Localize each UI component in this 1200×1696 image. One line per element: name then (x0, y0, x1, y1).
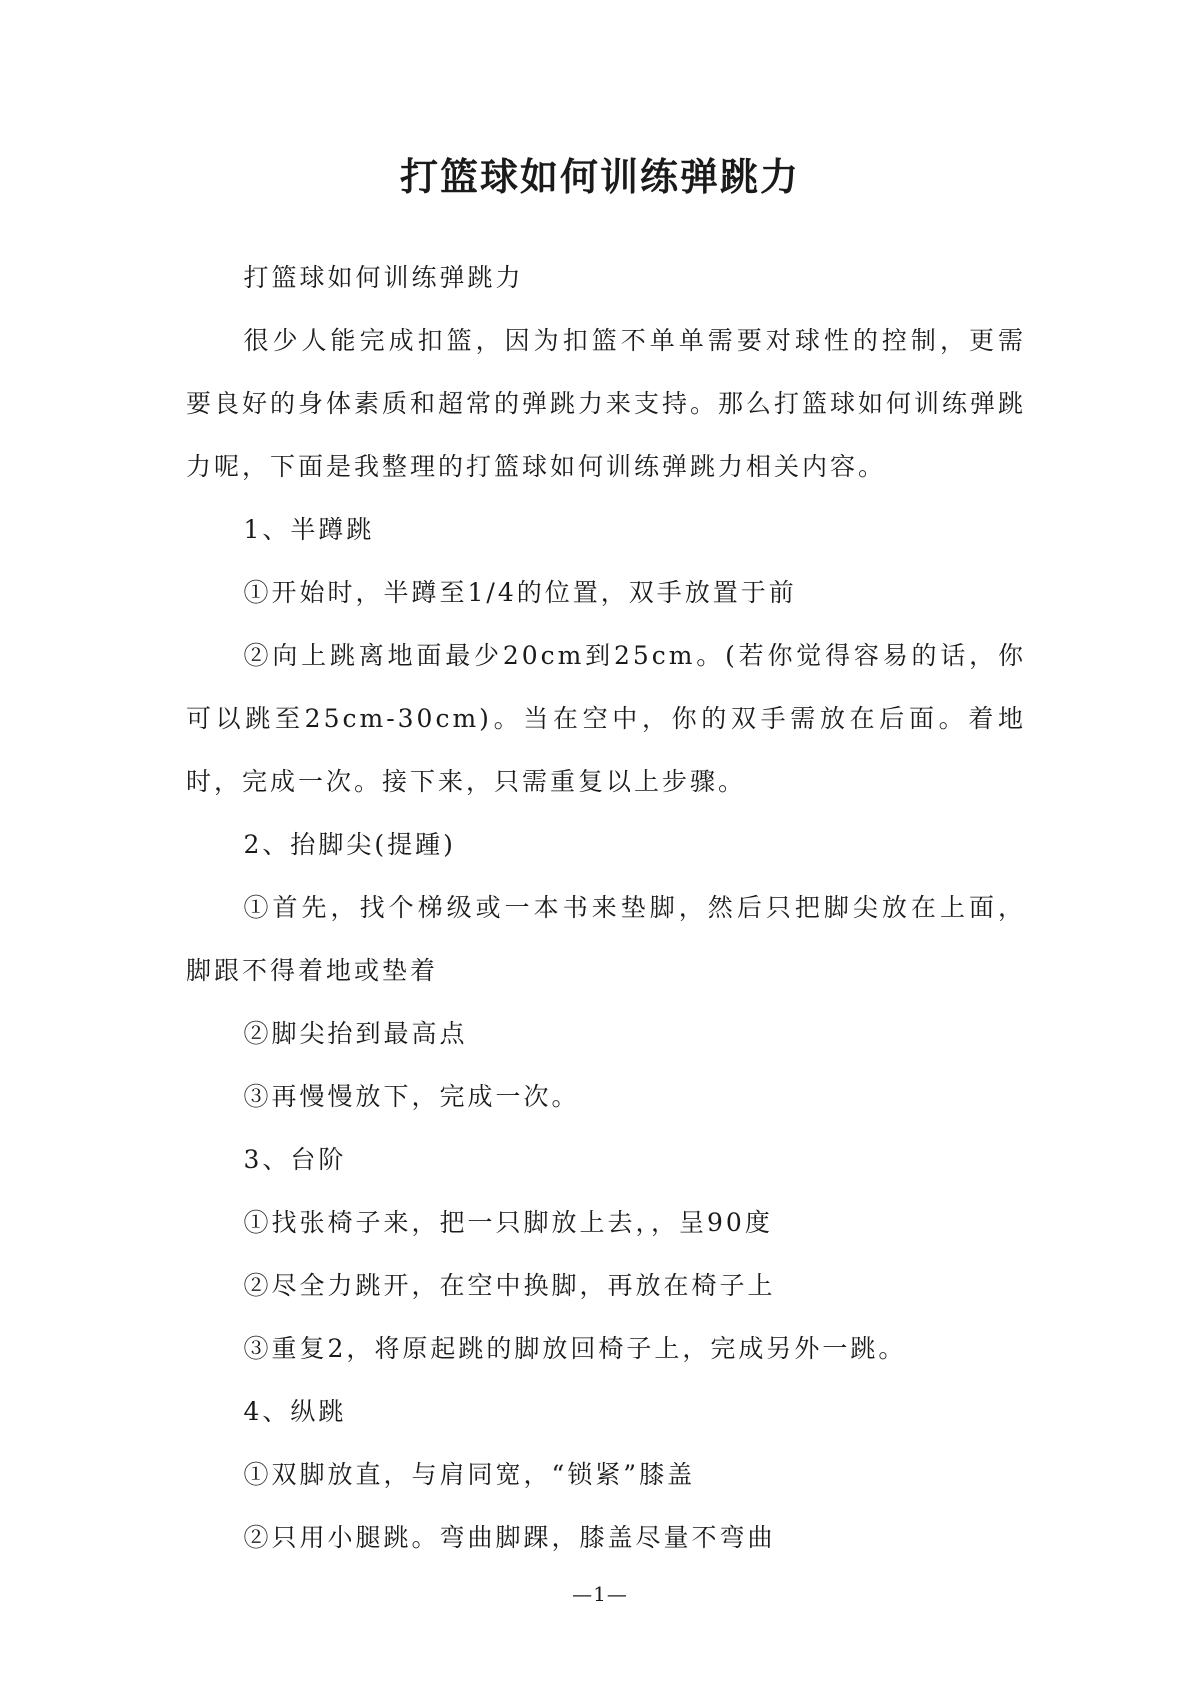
step-paragraph: ②脚尖抬到最高点 (243, 1019, 468, 1048)
section-heading-step: 3、台阶 (243, 1145, 347, 1174)
section-heading-heel-raise: 2、抬脚尖(提踵) (243, 830, 456, 859)
section-heading-vertical-jump: 4、纵跳 (243, 1397, 347, 1426)
paragraph-intro: 很少人能完成扣篮，因为扣篮不单单需要对球性的控制，更需要良好的身体素质和超常的弹跳力来支持。那么打篮球如何训练弹跳力呢，下面是我整理的打篮球如何训练弹跳力相关内容。 (186, 326, 1027, 481)
document-title: 打篮球如何训练弹跳力 (399, 154, 800, 199)
step-paragraph: ①开始时，半蹲至1/4的位置，双手放置于前 (243, 578, 797, 607)
page-number: —1— (572, 1582, 628, 1606)
section-heading-half-squat-jump: 1、半蹲跳 (243, 515, 375, 544)
step-paragraph: ①找张椅子来，把一只脚放上去，，呈90度 (243, 1208, 773, 1237)
step-paragraph: ①首先，找个梯级或一本书来垫脚，然后只把脚尖放在上面，脚跟不得着地或垫着 (186, 893, 1026, 985)
step-paragraph: ②尽全力跳开，在空中换脚，再放在椅子上 (243, 1271, 776, 1300)
step-paragraph: ①双脚放直，与肩同宽，“锁紧”膝盖 (243, 1460, 696, 1489)
step-paragraph: ②只用小腿跳。弯曲脚踝，膝盖尽量不弯曲 (243, 1523, 776, 1552)
paragraph-subtitle: 打篮球如何训练弹跳力 (243, 263, 524, 292)
step-paragraph: ③再慢慢放下，完成一次。 (243, 1082, 580, 1111)
step-paragraph: ③重复2，将原起跳的脚放回椅子上，完成另外一跳。 (243, 1334, 907, 1363)
step-paragraph: ②向上跳离地面最少20cm到25cm。(若你觉得容易的话，你可以跳至25cm-30cm)。当在空中，你的双手需放在后面。着地时，完成一次。接下来，只需重复以上步骤。 (186, 641, 1026, 796)
document-body (186, 246, 1026, 1569)
